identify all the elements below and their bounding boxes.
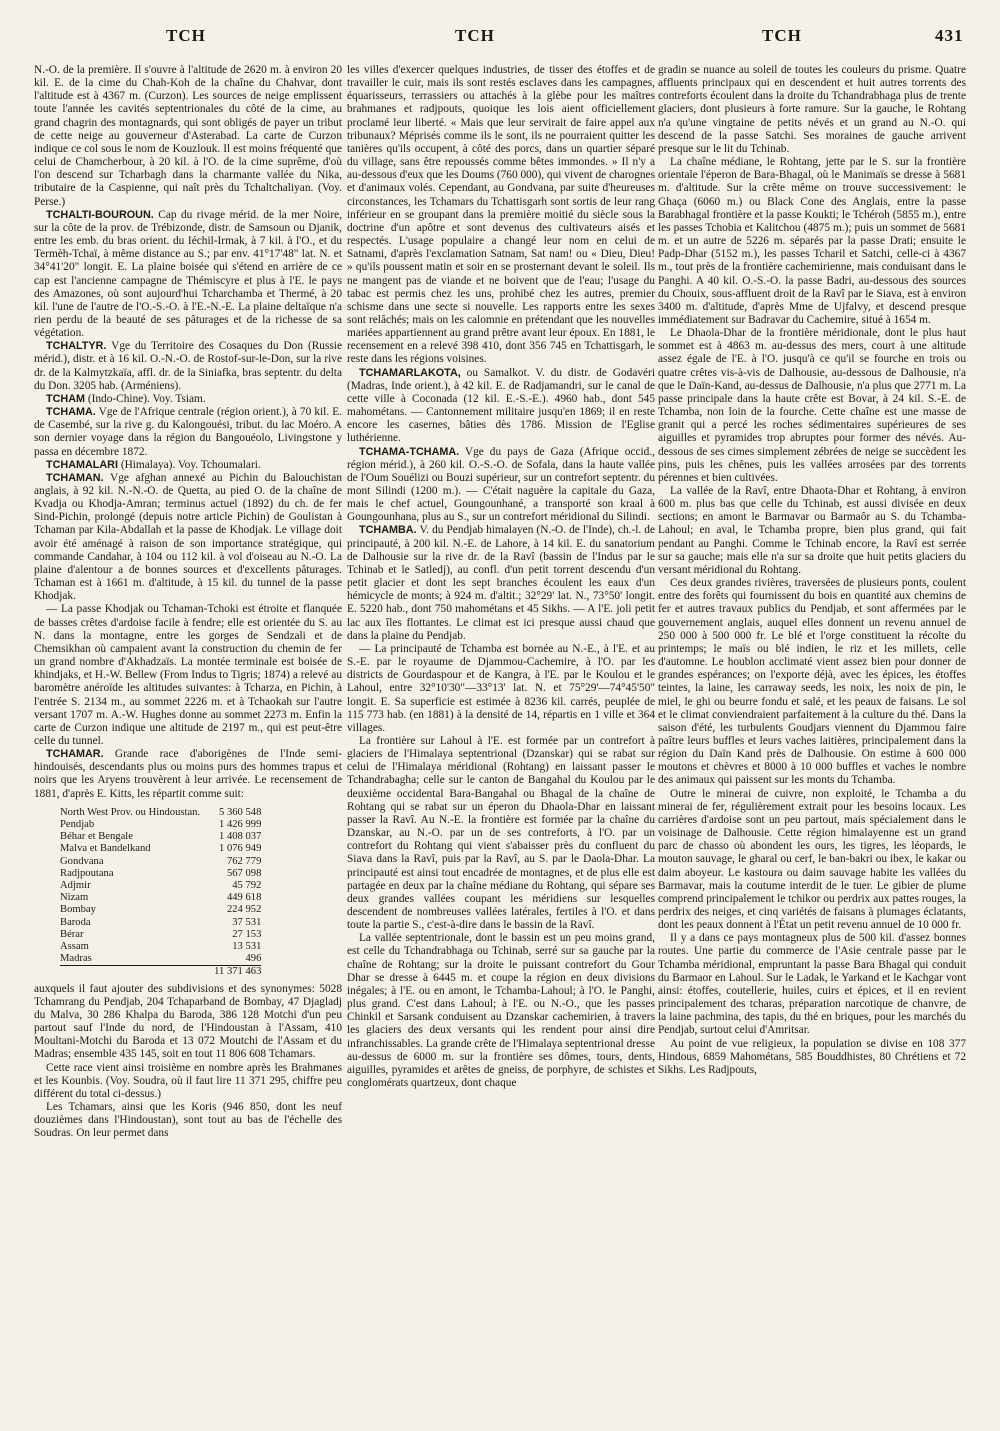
paragraph: Cette race vient ainsi troisième en nombre après les Brahmanes et les Kounbis. (Voy. Soudra, où il faut lire 11 371 295, chiffre peu différent du total ci-dessus.) [34,1061,342,1100]
entry-tchaman-passe: — La passe Khodjak ou Tchaman-Tchoki est étroite et flanquée de basses crêtes d'ardoise facile à fendre; elle est orientée du S. au N. dans la montagne, entre les gorges de Sendzali et de Chemsikhan où campaient avant la construction du chemin de fer un grand nombre d'Akhadzaïs. La montée terminale est boisée de khindjaks, et H.-W. Bellew (From Indus to Tigris; 1874) a relevé au baromètre anéroïde les altitudes suivantes: à Tcharza, en Pichin, à l'entrée S. 2134 m., au sommet 2226 m. et à Tchaokah sur l'autre versant 1707 m. A.-W. Hughes donne au sommet 2273 m. Enfin la carte de Curzon indique une altitude de 2197 m., qui est peut-être celle du tunnel. [34,603,342,747]
census-value: 449 618 [226,892,262,904]
entry-tchaltyr [34,340,342,393]
census-value: 1 076 949 [219,843,262,855]
entry-headword: TCHAMA. [46,406,96,419]
entry-continuation: N.-O. de la première. Il s'ouvre à l'altitude de 2620 m. à environ 20 kil. E. de la cime du Chah-Koh de la chaîne du Chahvar, dont l'altitude est à 4367 m. (Curzon). Les sources de neige emplissent toute l'année les cavités septentrionales du côté de la cime, au grand chagrin des montagnards, qui sont obligés de payer un tribut de cette neige au gouverneur d'Asterabad. La carte de Curzon indique ce col sous le nom de Kouzlouk. Il est moins fréquenté que celui de Chamcherbour, à 20 kil. à l'O. de la cime suprême, d'où l'on descend sur Tcharbagh dans la charmante vallée du Nika, tributaire de la Caspienne, qui naît près du Tchaltchaliyan. (Voy. Perse.) [34,64,342,208]
paragraph: La vallée septentrionale, dont le bassin est un peu moins grand, est celle du Tchandrabhaga ou Tchinab, serré sur sa gauche par la chaîne de Rohtang; sur la droite le puissant contrefort du Gour Dhar se dresse à 6445 m. et coupe la région en deux divisions inégales; à l'E. ou en amont, le Tchamba-Lahoul; à l'O. le Panghi, plus grand. C'est dans Lahoul; à l'E. ou N.-O., que les passes Chinkil et Sarsank conduisent au Dzanskar cachemirien, à travers les glaciers des deux versants qui les rendent pour ainsi dire infranchissables. La grande crête de l'Himalaya septentrional dresse au-dessus de 6000 m. sur la frontière ses dômes, tours, dents, aiguilles, pyramides et arêtes de gneiss, de porphyre, de schistes et conglomérats quartzeux, dont chaque [347,932,655,1090]
paragraph: Le Dhaola-Dhar de la frontière méridionale, dont le plus haut sommet est à 4863 m. au-dessus des mers, court à une altitude assez égale de l'E. à l'O. jusqu'à ce qu'il se fourche en trois ou quatre crêtes vis-à-vis de Dalhousie, au-dessous de Dalhousie, n'a que le Daïn-Kand, au-dessus de Dalhousie, n'a plus que 2771 m. La passe principale dans la haute crête est Bovar, à 24 kil. S.-E. de Tchamba, non loin de la fourche. Cette chaîne est une masse de granit qui a percé les roches sédimentaires supérieures de ses aiguilles et pyramides trop abruptes pour former des névés. Au-dessous de ses cimes simplement zébrées de neige se succèdent les pins, puis les chênes, puis les vallées arrosées par des torrents pérennes et bien cultivées. [658,327,966,484]
entry-tchamba [347,524,655,642]
entry-headword: TCHALTI-BOUROUN. [46,208,154,221]
paragraph: Il y a dans ce pays montagneux plus de 500 kil. d'assez bonnes routes. Une partie du commerce de l'Asie centrale passe par le Tchamba méridional, empruntant la passe Bara Bhagal qui conduit du Barmaor en Lahoul. Sur le Ladak, le Yarkand et le Kachgar vont ainsi: étoffes, coutellerie, huiles, cuirs et épices, et il en revient principalement des tcharas, préparation narcotique de chanvre, de la laine pachmina, des tapis, du thé en briques, pour les marchés du Pendjab, surtout celui d'Amritsar. [658,932,966,1037]
entry-tchaman [34,472,342,604]
entry-text: (Himalaya). Voy. Tchoumalari. [120,458,261,471]
census-value: 5 360 548 [219,806,262,818]
entry-continuation: les villes d'exercer quelques industries, de tisser des étoffes et de travailler le cuir, mais ils sont restés esclaves dans les campagnes, équarisseurs, terrassiers ou attachés à la glèbe pour les maîtres brahmanes et radjpouts, quoique les lois aient officiellement proclamé leur liberté. « Mais que leur servirait de faire appel aux tribunaux? Méprisés comme ils le sont, ils ne pourraient quitter les tanières qu'ils occupent, à côté des porcs, dans un quartier séparé du village, sans être repoussés comme bêtes immondes. » Il n'y a au-dessous d'eux que les Doums (760 000), qui vivent de charognes et d'animaux volés. Cependant, au Gondvana, par suite d'heureuses circonstances, les Tchamars du Tchattisgarh sont sortis de leur rang inférieur en se groupant dans la première moitié du siècle sous la doctrine d'un apôtre et sont devenus des cultivateurs aisés et respectés. L'usage populaire a changé leur nom en celui de Satnami, d'après l'exclamation Satnam, Sat nam! ou « Dieu, Dieu! » qu'ils poussent matin et soir en se prosternant devant le soleil. Ils ne mangent pas de viande et ne boivent que de l'eau; l'usage du tabac est permis chez les uns, prohibé chez les autres, premier schisme dans une secte si nouvelle. Les rapports entre les sexes sont relâchés; mais on les calomnie en prétendant que les nouvelles mariées appartiennent au grand prêtre avant leur époux. En 1881, le recensement en a relevé 398 410, dont 356 745 en Tchattisgarh, le reste dans les régions voisines. [347,64,655,366]
page-number: 431 [935,26,964,45]
entry-text: Vge de l'Afrique centrale (région orient.), à 70 kil. E. de Casembé, sur la rive g. du Kalongouési, tribut. du lac Moéro. A son dernier voyage dans la région du Bangouéolo, Livingstone y passa en décembre 1872. [34,406,342,458]
header-left: TCH [166,26,206,45]
census-value: 45 792 [232,879,262,891]
entry-headword: TCHAM [46,392,85,405]
entry-headword: TCHAMBA. [359,524,417,537]
entry-headword: TCHAMARLAKOTA, [359,366,461,379]
census-region: Gondvana [60,855,104,867]
census-table [60,807,261,979]
entry-text: Grande race d'aborigènes de l'Inde semi-hindouisés, descendants plus ou moins purs des hommes trapus et noirs que les Aryens trouvèrent à leur arrivée. Le recensement de 1881, d'après E. Kitts, les répartit comme suit: [34,748,342,800]
paragraph: gradin se nuance au soleil de toutes les couleurs du prisme. Quatre affluents principaux qui en descendent et huit autres torrents des contreforts écoulent dans la droite du Tchandrabhaga plus de trente glaciers, dont plusieurs à forte ramure. Sur la gauche, le Rohtang n'a qu'une vingtaine de petits névés et un grand au N.-O. qui descend de la passe Satchi. Ses moraines de gauche arrivent presque sur le lit du Tchinab. [658,64,966,155]
census-row [60,807,261,819]
census-region: Malva et Bandelkand [60,843,151,855]
census-value: 496 [245,953,262,965]
census-row [60,941,261,953]
entry-text: Vge du pays de Gaza (Afrique occid., région mérid.), à 260 kil. O.-S.-O. de Sofala, dans la haute vallée de l'Oum Souélizi ou Bouzi supérieur, sur un contrefort septentr. du mont Silindi (1200 m.). — C'était naguère la capitale du Gaza, mais le chef actuel, Goungounhané, a transporté son kraal à Goungounhana, plus au S., sur un contrefort méridional du Silindi. [347,445,655,524]
header-right: TCH [762,26,802,45]
census-value: 1 408 037 [219,831,262,843]
entry-text: ou Samalkot. V. du distr. de Godavéri (Madras, Inde orient.), à 42 kil. E. de Radjamandri, sur le canal de cette ville à Coconada (12 kil. E.-S.-E.). 4960 hab., dont 545 mahométans. — Cantonnement militaire jusqu'en 1869; il en reste encore les casernes, bâties dès 1786. Mission de l'Eglise luthérienne. [347,366,655,445]
paragraph: auxquels il faut ajouter des subdivisions et des synonymes: 5028 Tchamrang du Pendjab, 204 Tchaparband de Bombay, 47 Djagladj du Malva, 30 286 Khalpa du Baroda, 386 128 Motchi d'un peu partout sauf l'Inde du nord, de l'Hindoustan à l'Assam, 410 Moultani-Motchi du Baroda et 13 072 Moutchi de l'Assam et du Madras; ensemble 435 145, soit en tout 11 806 608 Tchamars. [34,982,342,1061]
entry-text: V. du Pendjab himalayen (N.-O. de l'Inde), ch.-l. de principauté, à 200 kil. N.-E. de Lahore, à 14 kil. E. du sanatorium de Dalhousie sur la rive dr. de la Ravî (bassin de l'Indus par le Tchinab et le Satledj), au confl. d'un petit torrent descendu d'un petit glacier et dont les sept branches écoulent les eaux d'un hémicycle de monts; à 924 m. d'altit.; 32°29' lat. N., 73°50' longit. E. 5220 hab., dont 750 mahométans et 45 Sikhs. — A l'E. joli petit lac aux îles flottantes. Le climat est ici presque aussi chaud que dans la plaine du Pendjab. [347,524,655,642]
census-region: Assam [60,940,89,952]
entry-text: Cap du rivage mérid. de la mer Noire, sur la côte de la prov. de Trébizonde, distr. de Samsoun ou Djanik, entre les emb. du bras orient. du Iéchil-Irmak, à 7 kil. à l'O., et du Termèh-Tchaï, à même distance au S.; par env. 41°17'48" lat. N. et 34°41'20" longit. E. La plaine boisée qui s'étend en arrière de ce cap est l'ancienne campagne de Thémiscyre et plus à l'E. le pays des Amazones, où sont aujourd'hui Tcharchamba et Thermé, à 20 kil. l'une de l'autre de l'O.-S.-O. à l'E.-N.-E. La plaine deltaïque n'a rien perdu de la beauté de ses pâturages et de la richesse de sa végétation. [34,208,342,340]
paragraph: Les Tchamars, ainsi que les Koris (946 850, dont les neuf douzièmes dans l'Hindoustan), sont tout au bas de l'échelle des Soudras. On leur permet dans [34,1101,342,1140]
census-value: 27 153 [232,928,262,940]
entry-text: Vge afghan annexé au Pichin du Balouchistan anglais, à 92 kil. N.-N.-O. de Quetta, au pied O. de la chaîne de Kvadja ou Khodja-Amran; terminus actuel (1892) du ch. de fer Sind-Pichin, prolongé (depuis notre article Pichin) de Goulistan à Tchaman par Kila-Abdallah et la passe de Khodjak. Le village doit avoir été aménagé à raison de son importance stratégique, qui commande Candahar, à 104 ou 112 kil. à vol d'oiseau au N.-O. La plaine d'alentour a de bonnes sources et d'excellents pâturages. Tchaman est à 1661 m. d'altitude, à 15 kil. du tunnel de la passe Khodjak. [34,471,342,603]
census-value: 37 531 [232,916,262,928]
paragraph: — La principauté de Tchamba est bornée au N.-E., à l'E. et au S.-E. par le royaume de Djammou-Cachemire, à l'O. par les districts de Gourdaspour et de Kangra, à l'E. par le Koulou et le Lahoul, entre 32°10'30"—33°13' lat. N. et 75°29'—74°45'50" longit. E. Sa superficie est estimée à 8236 kil. carrés, peuplée de 115 773 hab. (en 1881) à la densité de 14, répartis en 1 ville et 364 villages. [347,642,655,734]
census-region: Béhar et Bengale [60,831,133,843]
entry-headword: TCHAMALARI [46,458,118,471]
census-region: Radjpoutana [60,867,114,879]
entry-headword: TCHAMA-TCHAMA. [359,445,460,458]
paragraph: La frontière sur Lahoul à l'E. est formée par un contrefort à glaciers de l'Himalaya septentrional (Dzanskar) qui se rabat sur celui de l'Himalaya méridional (Rohtang) en laissant passer le Tchandrabagha; celle sur le canton de Bangahal du Koulou par le deuxième occidental Bara-Bangahal ou Bhagal de la chaîne de Rohtang qui se rabat sur un éperon du Dhaola-Dhar en laissant passer la Ravî. Au N.-E. la frontière est formée par la chaîne du Dzanskar, au N.-O. par un de ses contreforts, à l'O. par un contrefort du Rohtang qui vient s'abaisser près du confluent du Siava dans la Ravî, puis par la Ravî, au S. par le Daola-Dhar. La principauté est ainsi tout encadrée de montagnes, et de plus elle est partagée en deux par la chaîne médiane du Rohtang, qui sépare ses deux grandes vallées coupant les méridiens sur lesquelles descendent de nombreuses vallées latérales, fertiles à l'O. et dans toute la partie S., c'est-à-dire dans le bassin de la Ravî. [347,734,655,932]
entry-headword: TCHAMAR. [46,748,104,761]
census-row [60,917,261,929]
census-region: Baroda [60,916,91,928]
entry-text: Vge du Territoire des Cosaques du Don (Russie mérid.), distr. et à 16 kil. O.-N.-O. de Rostof-sur-le-Don, sur la rive dr. de la Kalmytzkaïa, affl. dr. de la Siniafka, bras septentr. du delta du Don. 3205 hab. (Arméniens). [34,340,342,392]
census-row [60,929,261,941]
census-region: Bérar [60,928,84,940]
column-right [658,64,966,1424]
paragraph: Au point de vue religieux, la population se divise en 108 377 Hindous, 6859 Mahométans, 585 Bouddhistes, 80 Chrétiens et 72 Sikhs. Les Radjpouts, [658,1037,966,1076]
entry-tcham [34,393,342,406]
census-row [60,904,261,916]
census-row [60,856,261,868]
census-row [60,831,261,843]
census-row [60,819,261,831]
paragraph: La vallée de la Ravî, entre Dhaota-Dhar et Rohtang, à environ 600 m. plus bas que celle du Tchinab, est aussi divisée en deux sections; en amont le Barmavar ou Barmaôr au S. du Tchamba-Lahoul; en aval, le Tchamba propre, bien plus grand, qui fait pendant au Panghi. Comme le Tchinab encore, la Ravî est serrée sur sa gauche; mais elle n'a sur sa droite que huit petits glaciers du versant méridional du Rohtang. [658,485,966,576]
census-region: North West Prov. ou Hindoustan. [60,806,201,818]
paragraph: Ces deux grandes rivières, traversées de plusieurs ponts, coulent entre des forêts qui fournissent du bois en quantité aux chemins de fer et autres travaux publics du Pendjab, et sont affermées par le gouvernement anglais, auquel elles donnent un revenu annuel de 250 000 à 500 000 fr. Le blé et l'orge constituent la récolte du printemps; le maïs ou blé indien, le riz et les millets, celle d'automne. Le houblon acclimaté vient assez bien pour donner de grandes espérances; on l'exporte déjà, avec les épices, les étoffes teintes, la laine, les carraway seeds, les noix, les noix de pin, le miel, le ghi ou beurre fondu et salé, et les peaux de faisans. Le sol et le climat conviendraient parfaitement à la culture du thé. Dans la saison d'été, les turbulents Goudjars viennent du Djammou faire paître leurs buffles et leurs vaches laitières, principalement dans la région du Daïn Kand près de Dalhousie. On estime à 600 000 moutons et chèvres et 8000 à 10 000 buffles et vaches le nombre des animaux qui paissent sur les monts du Tchamba. [658,577,966,787]
entry-tchamar [34,748,342,801]
entry-tchamalari [34,459,342,472]
census-row [60,953,261,966]
census-region: Bombay [60,904,96,916]
census-row [60,892,261,904]
census-region: Pendjab [60,818,95,830]
entry-text: (Indo-Chine). Voy. Tsiam. [87,392,206,405]
census-row [60,843,261,855]
column-left [34,64,342,1424]
header-center: TCH [455,26,495,45]
paragraph: La chaîne médiane, le Rohtang, jette par le S. sur la frontière orientale l'éperon de Bara-Bhagal, où le Manimaïs se dresse à 5681 m. d'altitude. Sur la crête même on trouve successivement: le Ghaça (6060 m.) ou Black Cone des Anglais, entre la passe Barabhagal frontière et la passe Koukti; le Tchéroh (5855 m.), entre les passes Tchobia et Kalitchou (4875 m.); puis un sommet de 5681 m. et un autre de 5226 m. séparés par la passe Drati; ensuite le Padp-Dhar (5152 m.), les passes Tcharil et Satchi, celle-ci à 4367 m., tout près de la frontière cachemirienne, mais conduisant dans le Panghi. A 40 kil. O.-S.-O. la passe Badri, au-dessous des sources du Chouix, sous-affluent droit de la Ravî par le Siava, est à environ 3400 m. d'altitude, d'après Mme de Ujfalvy, et descend presque immédiatement sur Badravar du Cachemire, situé à 1654 m. [658,156,966,326]
census-row [60,880,261,892]
census-value: 762 779 [226,855,262,867]
entry-tchama [34,406,342,459]
census-total-label [60,966,200,979]
census-total-row [60,966,261,979]
census-row [60,868,261,880]
entry-headword: TCHAMAN. [46,471,104,484]
census-value: 13 531 [232,940,262,952]
census-value: 567 098 [226,867,262,879]
census-total-value: 11 371 463 [200,966,261,979]
census-value: 1 426 999 [219,818,262,830]
entry-tchalti-bouroun [34,209,342,341]
paragraph: Outre le minerai de cuivre, non exploité, le Tchamba a du minerai de fer, régulièrement extrait pour les besoins locaux. Les carrières d'ardoise sont un peu partout, mais spécialement dans le voisinage de Dalhousie. Cette région himalayenne est un grand parc de chasso où abondent les ours, les tigres, les léopards, le mouton sauvage, le gharal ou cerf, le ban-bakri ou ibex, le kakar ou daim aboyeur. Le kastoura ou daim sauvage habite les vallées du Barmavar, mais la coutume interdit de le tuer. Le gibier de plume comprend principalement le tchikor ou perdrix aux pattes rouges, la perdrix des neiges, et cinq variétés de faisans à plumages éclatants, dont les peaux donnent à l'État un petit revenu annuel de 10 000 fr. [658,787,966,932]
entry-headword: TCHALTYR. [46,340,107,353]
census-region: Adjmir [60,879,91,891]
census-value: 224 952 [226,904,262,916]
running-header [0,26,1000,56]
census-region: Madras [60,953,92,965]
entry-tchamarlakota [347,367,655,446]
entry-tchama-tchama [347,446,655,525]
census-region: Nizam [60,892,89,904]
column-middle [347,64,655,1424]
